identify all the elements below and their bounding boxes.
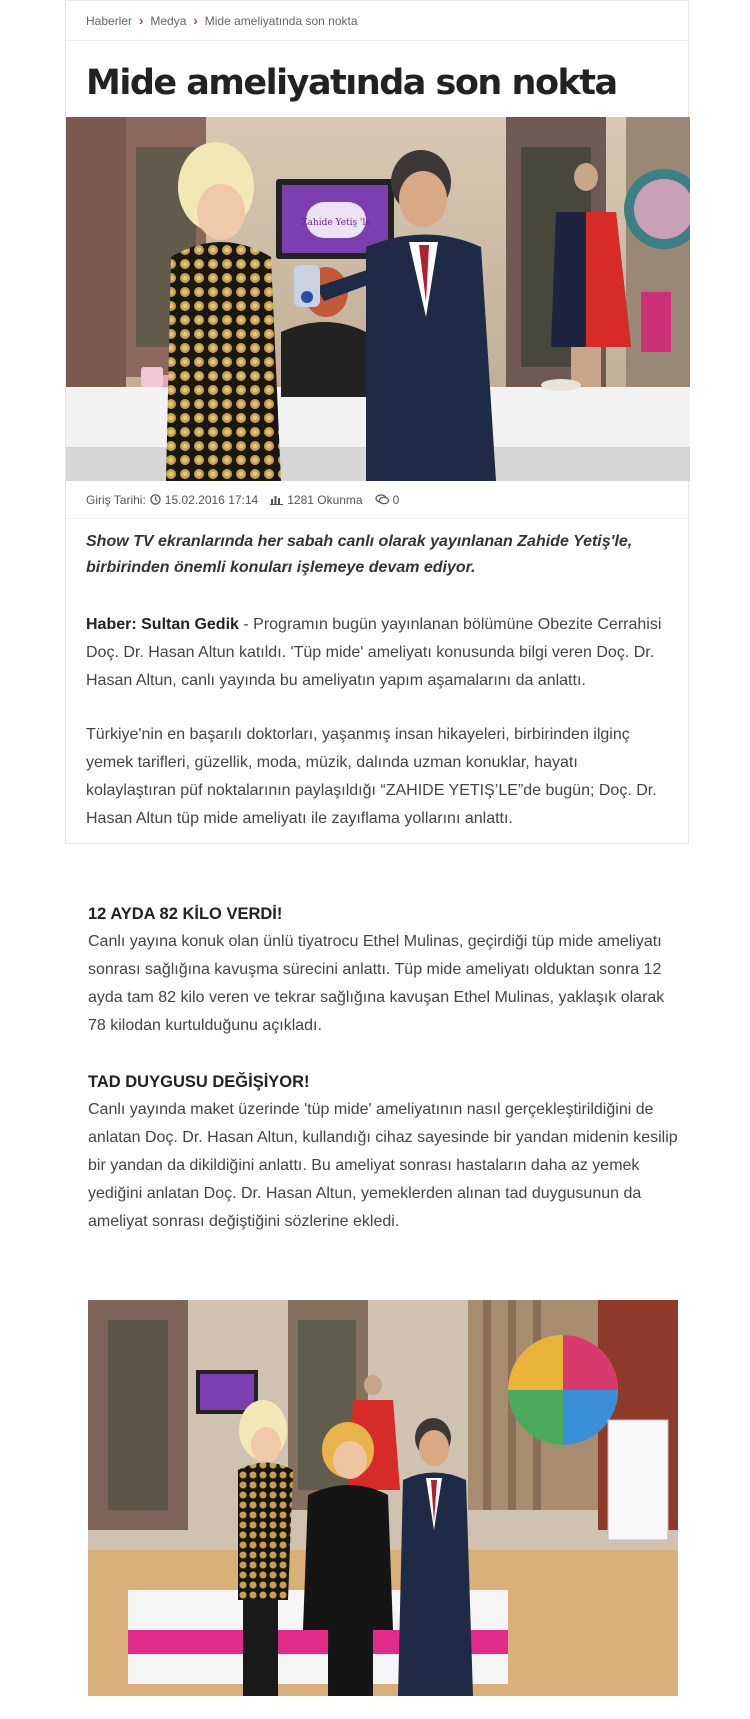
page-title: Mide ameliyatında son nokta [86, 63, 617, 103]
hero-image [66, 117, 690, 481]
comment-count: 0 [392, 492, 400, 507]
article-sections [88, 900, 678, 1236]
date-label: Giriş Tarihi: [86, 492, 146, 507]
chevron-right-icon: › [139, 13, 144, 28]
tv-studio-photo [66, 117, 690, 481]
paragraph-1-text: - Programın bugün yayınlanan bölümüne Obezite Cerrahisi Doç. Dr. Hasan Altun katıldı. 'Tüp mide' ameliyatı konusunda bilgi veren Doç. Dr. Hasan Altun, canlı yayında bu ameliyatın yapım aşamalarını da anlattı. [86, 616, 662, 689]
section-1-heading: 12 AYDA 82 KİLO VERDİ! [88, 905, 283, 923]
tv-logo-text: Zahide Yetiş 'le [301, 218, 371, 228]
article-paragraph-2: Türkiye'nin en başarılı doktorları, yaşanmış insan hikayeleri, birbirinden ilginç yemek tarifleri, güzellik, moda, müzik, dalında uzman konuklar, hayatı kolaylaştıran püf noktalarının paylaşıldığı “ZAHIDE YETIŞ’LE”de bugün; Doç. Dr. Hasan Altun tüp mide ameliyatı ile zayıflama yollarını anlattı. [86, 726, 657, 827]
section-1-text: Canlı yayına konuk olan ünlü tiyatrocu Ethel Mulinas, geçirdiği tüp mide ameliyatı sonrası sağlığına kavuşma sürecini anlattı. Tüp mide ameliyatı olduktan sonra 12 ayda tam 82 kilo veren ve tekrar sağlığına kavuşan Ethel Mulinas, yaklaşık olarak 78 kilodan kurtulduğunu açıkladı. [88, 933, 665, 1034]
author-label: Haber: Sultan Gedik [86, 616, 239, 633]
article-paragraph-1 [66, 611, 688, 695]
article-meta [66, 481, 688, 519]
comments-meta[interactable] [375, 493, 400, 507]
section-2-heading: TAD DUYGUSU DEĞİŞİYOR! [88, 1073, 310, 1091]
breadcrumb [66, 1, 688, 41]
article-card [65, 0, 689, 844]
comment-icon [375, 494, 389, 505]
date-meta [86, 493, 258, 507]
bar-chart-icon [270, 494, 283, 505]
section-2-text: Canlı yayında maket üzerinde 'tüp mide' ameliyatının nasıl gerçekleştirildiğini de anlatan Doç. Dr. Hasan Altun, kullandığı cihaz sayesinde bir yandan midenin kesilip bir yandan da dikildiğini anlattı. Bu ameliyat sonrası hastaların daha az yemek yediğini anlatan Doç. Dr. Hasan Altun, yemeklerden alınan tad duygusunun da ameliyat sonrası değiştiğini sözlerine ekledi. [88, 1101, 678, 1230]
read-count: 1281 Okunma [287, 492, 363, 507]
tv-studio-group-photo [88, 1300, 678, 1696]
chevron-right-icon: › [193, 13, 198, 28]
breadcrumb-item-current[interactable]: Mide ameliyatında son nokta [204, 13, 358, 28]
second-image [88, 1300, 678, 1696]
clock-icon [150, 494, 161, 505]
breadcrumb-item-haberler[interactable]: Haberler [86, 13, 133, 28]
article-summary: Show TV ekranlarında her sabah canlı olarak yayınlanan Zahide Yetiş'le, birbirinden önemli konuları işlemeye devam ediyor. [86, 533, 633, 576]
reads-meta [270, 493, 362, 507]
publish-date: 15.02.2016 17:14 [164, 492, 259, 507]
breadcrumb-item-medya[interactable]: Medya [150, 13, 187, 28]
